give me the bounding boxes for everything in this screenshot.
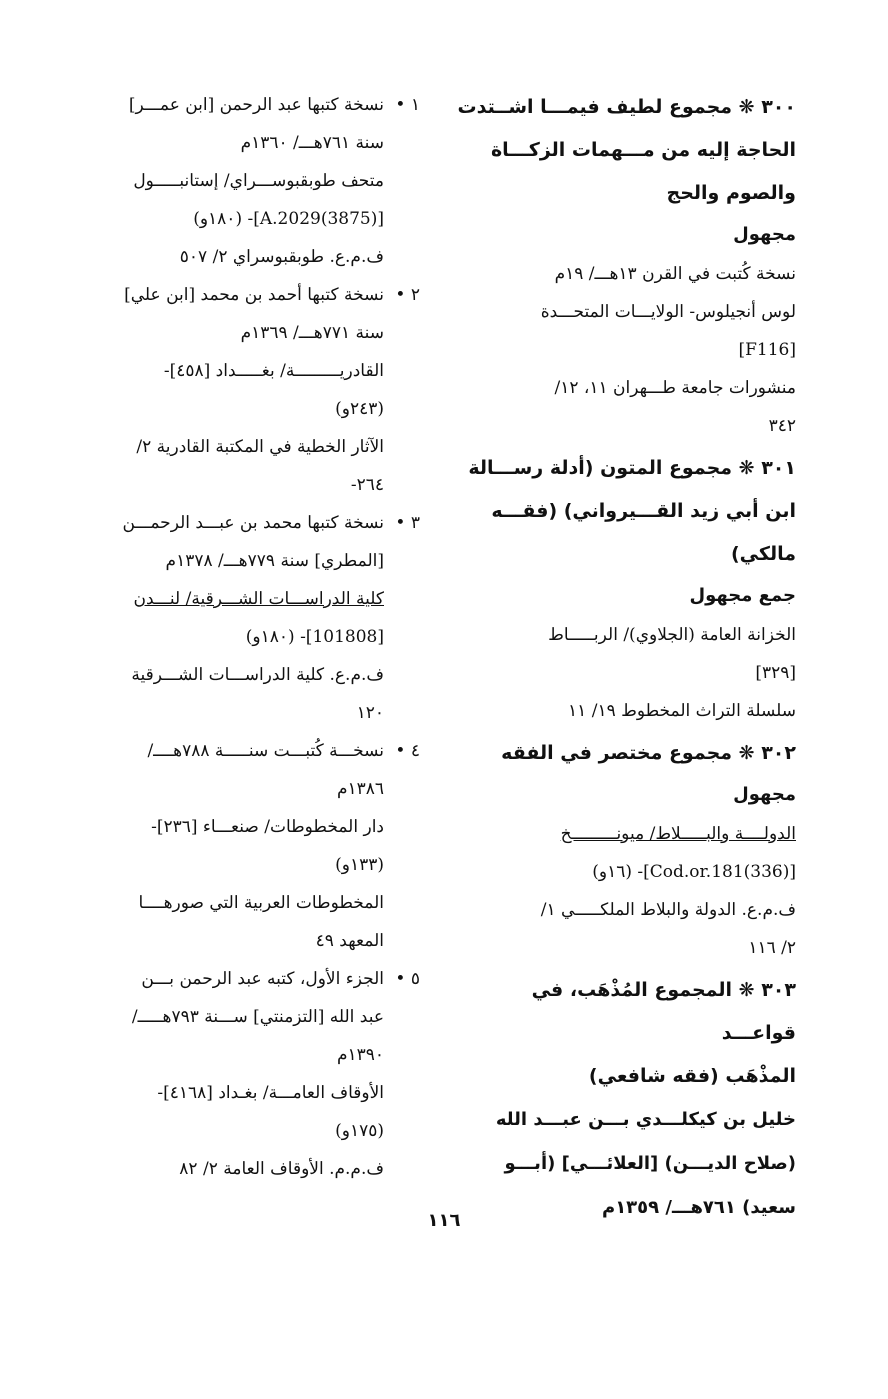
- entry-detail-line: [٣٢٩]: [755, 663, 796, 683]
- manuscript-line: الجزء الأول، كتبه عبد الرحمن بـــن: [141, 969, 384, 989]
- entry-detail-line: ٣٤٢: [768, 416, 796, 436]
- entry-title-line: والصوم والحج: [666, 182, 796, 204]
- entry-detail-line: [F116]: [738, 340, 796, 360]
- entry-detail-line: منشورات جامعة طـــهران ١١، ١٢/: [554, 378, 796, 398]
- bullet-number: ١ •: [395, 95, 420, 115]
- entry-detail-line: الخزانة العامة (الجلاوي)/ الربـــــاط: [548, 625, 796, 645]
- manuscript-line: نسخة كتبها عبد الرحمن [ابن عمـــر]: [128, 95, 384, 115]
- bullet-number: ٢ •: [395, 285, 420, 305]
- entry-detail-line: سلسلة التراث المخطوط ١٩/ ١١: [568, 701, 796, 721]
- manuscript-line: (٢٤٣و): [335, 399, 384, 419]
- left-column: [70, 86, 420, 1188]
- entry-detail-line: الدولــــة والبـــــلاط/ ميونـــــــــخ: [560, 824, 796, 844]
- manuscript-item: [70, 276, 420, 504]
- manuscript-line: نسخة كتبها أحمد بن محمد [ابن علي]: [124, 285, 384, 305]
- entry-title-line: ٣٠٢ ❋ مجموع مختصر في الفقه: [501, 742, 796, 764]
- entry-title-line: المذْهَب (فقه شافعي): [588, 1065, 796, 1087]
- entry-author: سعيد) ٧٦١هـــ/ ١٣٥٩م: [601, 1197, 796, 1218]
- entry-author: مجهول: [733, 784, 796, 805]
- entry-title-line: ٣٠٠ ❋ مجموع لطيف فيمـــا اشــتدت: [457, 96, 796, 118]
- entry-title-line: ٣٠١ ❋ مجموع المتون (أدلة رســـالة: [468, 457, 796, 479]
- entry-301: [451, 447, 796, 730]
- manuscript-line: ١٣٨٦م: [336, 779, 384, 799]
- bullet-number: ٥ •: [395, 969, 420, 989]
- entry-author: مجهول: [733, 224, 796, 245]
- entry-300: [451, 86, 796, 445]
- entry-title-line: مالكي): [731, 543, 796, 565]
- right-column: [451, 86, 796, 1232]
- manuscript-item: [70, 504, 420, 732]
- manuscript-line: (١٧٥و): [335, 1121, 384, 1141]
- manuscript-line: ١٣٩٠م: [336, 1045, 384, 1065]
- manuscript-line: نسخة كتبها محمد بن عبـــد الرحمـــن: [122, 513, 384, 533]
- manuscript-line: الأوقاف العامـــة/ بغـداد [٤١٦٨]-: [157, 1083, 384, 1103]
- entry-author: (صلاح الديـــن) [العلائـــي] (أبـــو: [504, 1153, 796, 1174]
- bullet-number: ٣ •: [395, 513, 420, 533]
- entry-title-line: ابن أبي زيد القـــيرواني) (فقـــه: [491, 500, 796, 522]
- manuscript-line: سنة ٧٧١هـــ/ ١٣٦٩م: [240, 323, 384, 343]
- manuscript-item: [70, 960, 420, 1188]
- manuscript-line: الآثار الخطية في المكتبة القادرية ٢/: [136, 437, 384, 457]
- entry-title-line: الحاجة إليه من مـــهمات الزكـــاة: [490, 139, 796, 161]
- bullet-number: ٤ •: [395, 741, 420, 761]
- manuscript-line: نسخـــة كُتبـــت سنـــــة ٧٨٨هــــ/: [147, 741, 384, 761]
- entry-detail-line: نسخة كُتبت في القرن ١٣هـــ/ ١٩م: [554, 264, 796, 284]
- manuscript-line: ف.م.ع. كلية الدراســـات الشـــرقية: [131, 665, 384, 685]
- manuscript-line: كلية الدراســـات الشـــرقية/ لنـــدن: [133, 589, 384, 609]
- manuscript-line: ف.م.م. الأوقاف العامة ٢/ ٨٢: [179, 1159, 384, 1179]
- manuscript-line: ١٢٠: [356, 703, 384, 723]
- manuscript-line: [A.2029(3875)]- (١٨٠و): [193, 209, 384, 229]
- entry-author: خليل بن كيكلـــدي بـــن عبـــد الله: [495, 1109, 796, 1130]
- manuscript-line: ف.م.ع. طوبقبوسراي ٢/ ٥٠٧: [179, 247, 384, 267]
- manuscript-line: (١٣٣و): [335, 855, 384, 875]
- entry-title-line: ٣٠٣ ❋ المجموع المُذْهَب، في قواعـــد: [531, 979, 796, 1044]
- entry-detail-line: ٢/ ١١٦: [748, 938, 796, 958]
- entry-303: [451, 969, 796, 1230]
- entry-author: جمع مجهول: [689, 585, 796, 606]
- manuscript-line: دار المخطوطات/ صنعـــاء [٢٣٦]-: [151, 817, 384, 837]
- page-number: ١١٦: [427, 1210, 461, 1231]
- manuscript-item: [70, 732, 420, 960]
- manuscript-item: [70, 86, 420, 276]
- entry-detail-line: لوس أنجيلوس- الولايـــات المتحـــدة: [540, 302, 796, 322]
- manuscript-line: [101808]- (١٨٠و): [245, 627, 384, 647]
- manuscript-line: المخطوطات العربية التي صورهــــا: [138, 893, 384, 913]
- entry-302: [451, 732, 796, 967]
- manuscript-line: [المطري] سنة ٧٧٩هـــ/ ١٣٧٨م: [165, 551, 384, 571]
- entry-detail-line: ف.م.ع. الدولة والبلاط الملكـــــي ١/: [540, 900, 796, 920]
- entry-detail-line: [Cod.or.181(336)]- (١٦و): [592, 862, 796, 882]
- manuscript-line: المعهد ٤٩: [315, 931, 384, 951]
- manuscript-line: سنة ٧٦١هـــ/ ١٣٦٠م: [240, 133, 384, 153]
- manuscript-line: القادريـــــــــة/ بغـــــداد [٤٥٨]-: [163, 361, 384, 381]
- manuscript-line: عبد الله [التزمنتي] ســـنة ٧٩٣هـــــ/: [131, 1007, 384, 1027]
- manuscript-line: متحف طوبقبوســـراي/ إستانبـــــول: [133, 171, 384, 191]
- manuscript-line: ٢٦٤-: [350, 475, 384, 495]
